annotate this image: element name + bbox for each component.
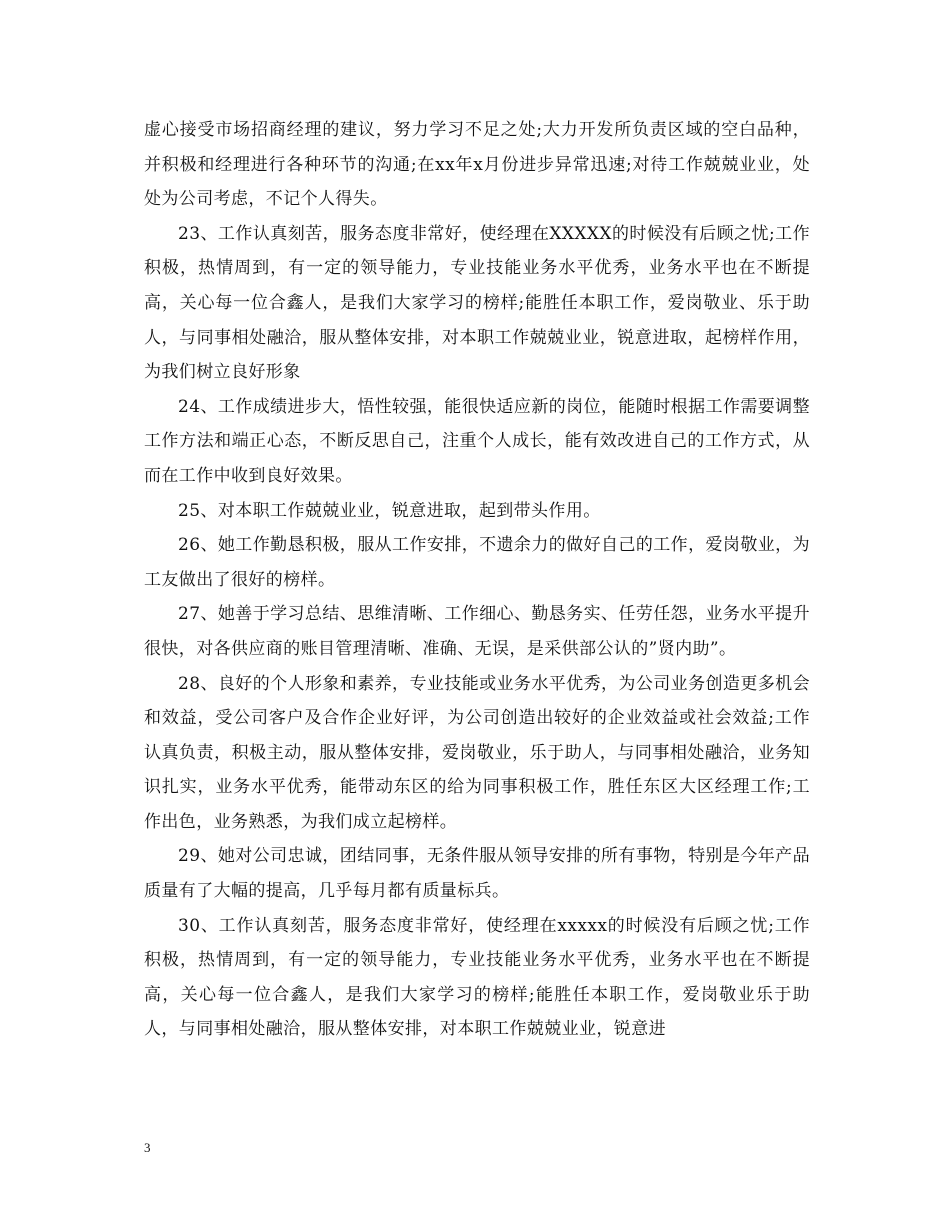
paragraph-item-28: 28、良好的个人形象和素养，专业技能或业务水平优秀，为公司业务创造更多机会和效益，受公司客户及合作企业好评，为公司创造出较好的企业效益或社会效益;工作认真负责，积极主动，服从整体安排，爱岗敬业，乐于助人，与同事相处融洽，业务知识扎实，业务水平优秀，能带动东区的给为同事积极工作，胜任东区大区经理工作;工作出色，业务熟悉，为我们成立起榜样。: [144, 673, 810, 832]
paragraph-item-23: 23、工作认真刻苦，服务态度非常好，使经理在XXXXX的时候没有后顾之忧;工作积极，热情周到，有一定的领导能力，专业技能业务水平优秀，业务水平也在不断提高，关心每一位合鑫人，是我们大家学习的榜样;能胜任本职工作，爱岗敬业、乐于助人，与同事相处融洽，服从整体安排，对本职工作兢兢业业，锐意进取，起榜样作用，为我们树立良好形象: [144, 223, 810, 383]
paragraph-item-30: 30、工作认真刻苦，服务态度非常好，使经理在xxxxx的时候没有后顾之忧;工作积极，热情周到，有一定的领导能力，专业技能业务水平优秀，业务水平也在不断提高，关心每一位合鑫人，是我们大家学习的榜样;能胜任本职工作，爱岗敬业乐于助人，与同事相处融洽，服从整体安排，对本职工作兢兢业业，锐意进: [144, 915, 810, 1040]
paragraph-item-25: 25、对本职工作兢兢业业，锐意进取，起到带头作用。: [178, 500, 601, 521]
paragraph-item-27: 27、她善于学习总结、思维清晰、工作细心、勤恳务实、任劳任怨，业务水平提升很快，对各供应商的账目管理清晰、准确、无误，是采供部公认的”贤内助”。: [144, 604, 810, 659]
paragraph-item-29: 29、她对公司忠诚，团结同事，无条件服从领导安排的所有事物，特别是今年产品质量有了大幅的提高，几乎每月都有质量标兵。: [144, 846, 810, 902]
paragraph-item-24: 24、工作成绩进步大，悟性较强，能很快适应新的岗位，能随时根据工作需要调整工作方法和端正心态，不断反思自己，注重个人成长，能有效改进自己的工作方式，从而在工作中收到良好效果。: [144, 396, 810, 486]
document-body: [144, 113, 810, 1047]
paragraph-continuation: 虚心接受市场招商经理的建议，努力学习不足之处;大力开发所负责区域的空白品种，并积极和经理进行各种环节的沟通;在xx年x月份进步异常迅速;对待工作兢兢业业，处处为公司考虑，不记个人得失。: [144, 120, 810, 210]
paragraph-item-26: 26、她工作勤恳积极，服从工作安排，不遗余力的做好自己的工作，爱岗敬业，为工友做出了很好的榜样。: [144, 535, 810, 590]
page-number: 3: [144, 1140, 151, 1155]
